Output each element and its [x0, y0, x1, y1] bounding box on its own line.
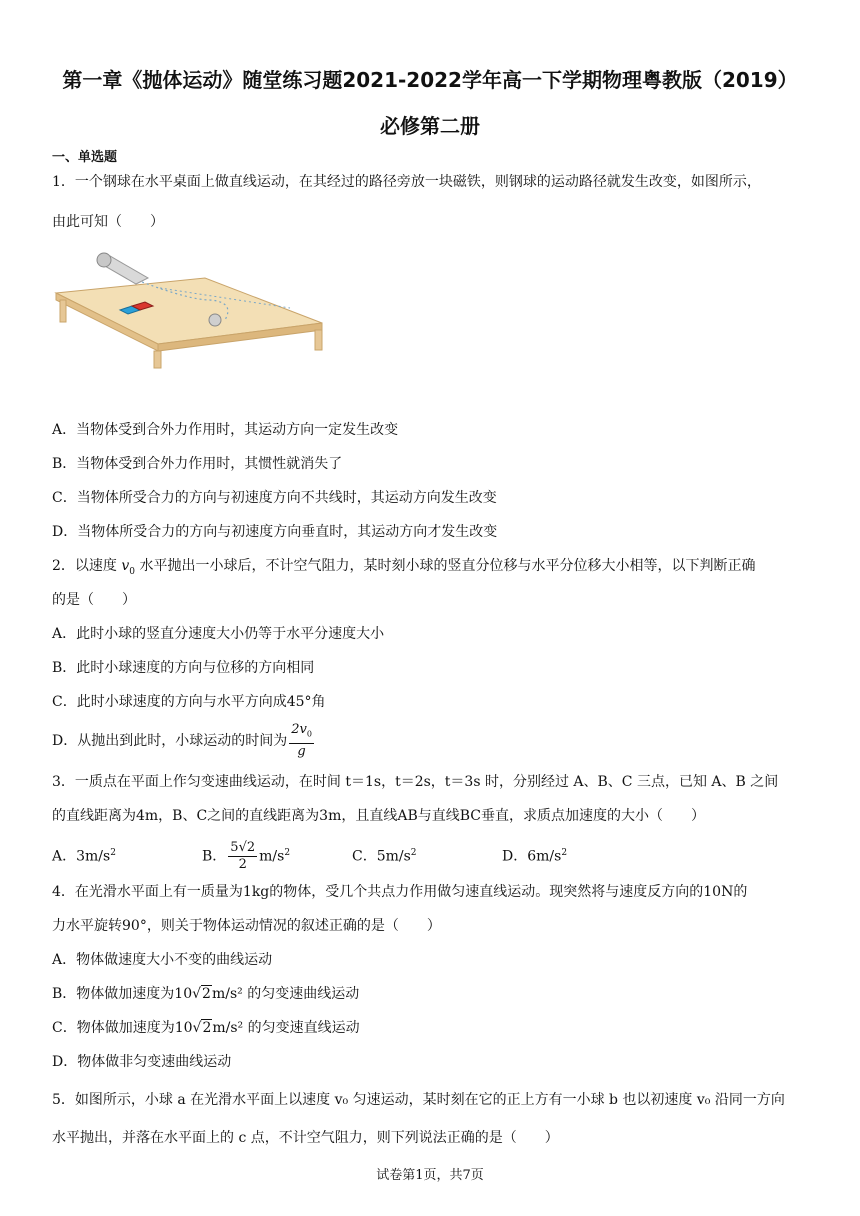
q2-option-d-text: D．从抛出到此时，小球运动的时间为: [52, 732, 288, 749]
q4-option-a: A．物体做速度大小不变的曲线运动: [52, 952, 273, 968]
q1-option-c: C．当物体所受合力的方向与初速度方向不共线时，其运动方向发生改变: [52, 490, 497, 506]
q2-stem-line2: 的是（ ）: [52, 592, 136, 608]
q1-option-b: B．当物体受到合外力作用时，其惯性就消失了: [52, 456, 343, 472]
q4-option-b: B．物体做加速度为10√2m/s² 的匀变速曲线运动: [52, 986, 360, 1002]
q4-stem-line1: 4．在光滑水平面上有一质量为1kg的物体，受几个共点力作用做匀速直线运动。现突然将与速度反方向的10N的: [52, 884, 748, 900]
v-subscript: 0: [129, 566, 136, 577]
q5-stem-line2: 水平抛出，并落在水平面上的 c 点，不计空气阻力，则下列说法正确的是（ ）: [52, 1130, 559, 1146]
q3-option-b: B． $\frac{5√2}{2}$ $m/s^2$: [202, 840, 291, 872]
q3-stem-line2: 的直线距离为4m，B、C之间的直线距离为3m，且直线AB与直线BC垂直，求质点加速度的大小（ ）: [52, 808, 706, 824]
q4-option-d: D．物体做非匀变速曲线运动: [52, 1054, 232, 1070]
q2-option-d: [52, 722, 316, 760]
v-symbol: v: [121, 558, 130, 574]
q3-option-d: D．$6m/s^2$: [502, 847, 568, 865]
q3-option-c: C．$5m/s^2$: [352, 847, 417, 865]
fraction-5root2-over-2: $\frac{5√2}{2}$: [230, 840, 256, 872]
magnet-ball-figure: [50, 248, 330, 374]
q1-option-d: D．当物体所受合力的方向与初速度方向垂直时，其运动方向才发生改变: [52, 524, 498, 540]
q2-option-b: B．此时小球速度的方向与位移的方向相同: [52, 660, 315, 676]
q2-stem-suffix: 水平抛出一小球后，不计空气阻力，某时刻小球的竖直分位移与水平分位移大小相等，以下判断正确: [135, 558, 756, 574]
q3-options: [52, 840, 567, 873]
fraction-numerator: $2v_0$: [289, 722, 314, 744]
page-footer: 试卷第1页，共7页: [376, 1168, 484, 1183]
section-heading: 一、单选题: [52, 150, 118, 165]
q1-option-a: A．当物体受到合外力作用时，其运动方向一定发生改变: [52, 422, 399, 438]
q4-option-c: C．物体做加速度为10√2m/s² 的匀变速直线运动: [52, 1020, 360, 1036]
fraction-2v0-over-g: [289, 722, 314, 760]
doc-title-line2: 必修第二册: [380, 114, 480, 138]
q5-stem-line1: 5．如图所示，小球 a 在光滑水平面上以速度 v₀ 匀速运动，某时刻在它的正上方有一小球 b 也以初速度 v₀ 沿同一方向: [52, 1092, 785, 1108]
q3-stem-line1: 3．一质点在平面上作匀变速曲线运动，在时间 t＝1s，t＝2s，t＝3s 时，分别经过 A、B、C 三点，已知 A、B 之间: [52, 774, 779, 790]
q2-stem-prefix: 2．以速度: [52, 558, 122, 574]
q4-stem-line2: 力水平旋转90°，则关于物体运动情况的叙述正确的是（ ）: [52, 918, 441, 934]
q2-option-c: C．此时小球速度的方向与水平方向成45°角: [52, 694, 326, 710]
q2-stem-line1: [52, 556, 755, 582]
q1-stem-line1: 1．一个钢球在水平桌面上做直线运动，在其经过的路径旁放一块磁铁，则钢球的运动路径就发生改变，如图所示，: [52, 174, 761, 190]
q2-option-a: A．此时小球的竖直分速度大小仍等于水平分速度大小: [52, 626, 385, 642]
doc-title-line1: 第一章《抛体运动》随堂练习题2021-2022学年高一下学期物理粤教版（2019）: [62, 68, 798, 92]
q1-stem-line2: 由此可知（ ）: [52, 214, 164, 230]
fraction-denominator: g: [297, 743, 306, 759]
q3-option-a: A．$3m/s^2$: [52, 847, 116, 865]
